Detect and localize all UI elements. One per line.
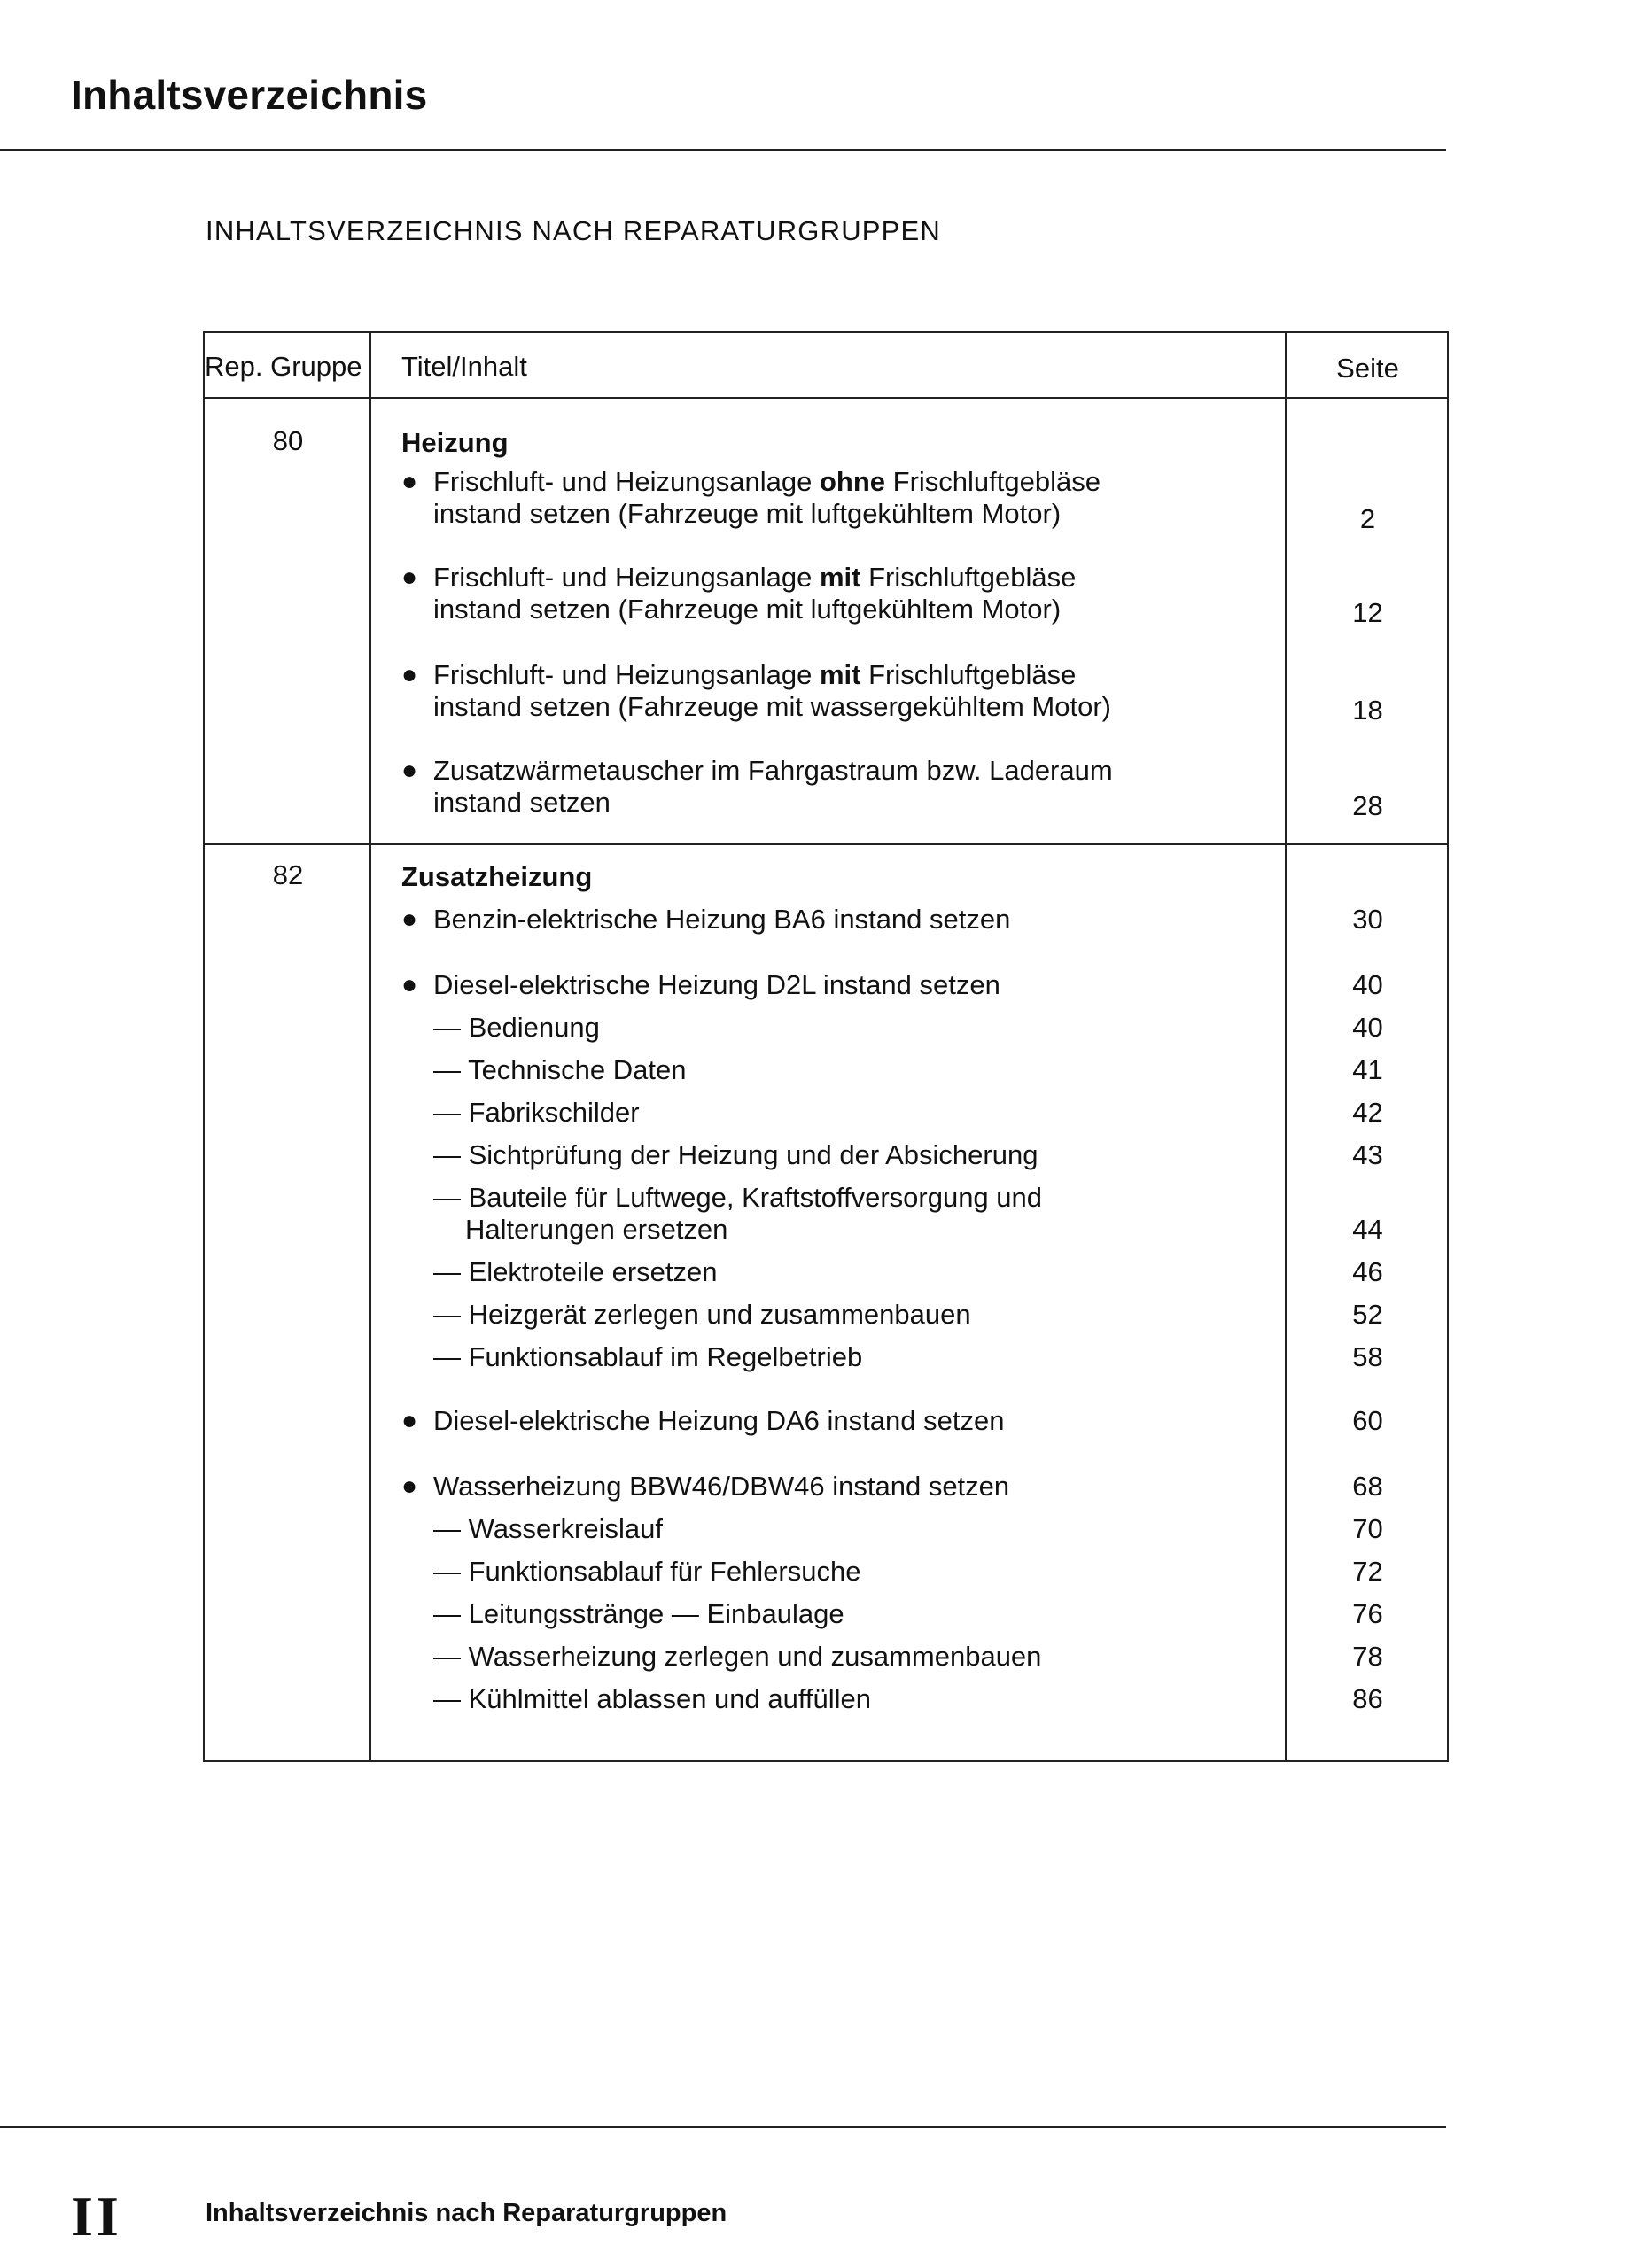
page-ref: 52 [1352, 1299, 1383, 1330]
bullet-icon: ● [401, 756, 418, 785]
page-ref: 40 [1352, 969, 1383, 1000]
group-divider [205, 843, 1447, 845]
section-subtitle: INHALTSVERZEICHNIS NACH REPARATURGRUPPEN [206, 215, 941, 246]
toc-subentry: — Funktionsablauf im Regelbetrieb [433, 1341, 863, 1372]
bullet-icon: ● [401, 563, 418, 592]
bullet-icon: ● [401, 905, 418, 934]
bottom-rule [0, 2126, 1446, 2128]
group-heading: Heizung [401, 427, 509, 458]
footer-title: Inhaltsverzeichnis nach Reparaturgruppen [206, 2199, 727, 2227]
toc-entry-line2: instand setzen (Fahrzeuge mit luftgekühltem Motor) [433, 498, 1062, 529]
group-number: 80 [272, 425, 304, 456]
toc-entry: Diesel-elektrische Heizung D2L instand setzen [433, 969, 1000, 1000]
toc-entry: Frischluft- und Heizungsanlage mit Frischluftgebläse [433, 659, 1077, 690]
toc-subentry: — Bauteile für Luftwege, Kraftstoffversorgung und [433, 1182, 1043, 1213]
toc-subentry: — Technische Daten [433, 1054, 687, 1085]
column-header-title: Titel/Inhalt [401, 351, 527, 382]
bullet-icon: ● [401, 1406, 418, 1435]
page-ref: 43 [1352, 1139, 1383, 1170]
footer-page-number: II [71, 2185, 122, 2248]
top-rule [0, 149, 1446, 151]
bullet-icon: ● [401, 660, 418, 689]
page-ref: 42 [1352, 1097, 1383, 1128]
group-heading: Zusatzheizung [401, 861, 593, 892]
toc-subentry: — Wasserheizung zerlegen und zusammenbauen [433, 1641, 1042, 1672]
toc-subentry: — Elektroteile ersetzen [433, 1256, 718, 1287]
toc-subentry: — Bedienung [433, 1012, 600, 1043]
page-title: Inhaltsverzeichnis [71, 72, 428, 118]
page-ref: 58 [1352, 1341, 1383, 1372]
page-ref: 72 [1352, 1556, 1383, 1587]
page-ref: 41 [1352, 1054, 1383, 1085]
column-header-group: Rep. Gruppe [205, 351, 362, 382]
page-ref: 2 [1359, 503, 1376, 534]
toc-subentry: — Heizgerät zerlegen und zusammenbauen [433, 1299, 971, 1330]
page-ref: 30 [1352, 904, 1383, 935]
toc-entry: Benzin-elektrische Heizung BA6 instand setzen [433, 904, 1011, 935]
page-ref: 40 [1352, 1012, 1383, 1043]
toc-entry: Diesel-elektrische Heizung DA6 instand setzen [433, 1405, 1005, 1436]
header-divider [205, 397, 1447, 399]
toc-entry-line2: instand setzen (Fahrzeuge mit luftgekühltem Motor) [433, 594, 1062, 625]
toc-entry: Wasserheizung BBW46/DBW46 instand setzen [433, 1471, 1010, 1502]
column-divider-group [369, 333, 371, 1760]
page-ref: 78 [1352, 1641, 1383, 1672]
page-ref: 68 [1352, 1471, 1383, 1502]
toc-subentry-line2: Halterungen ersetzen [465, 1214, 728, 1245]
toc-subentry: — Wasserkreislauf [433, 1513, 663, 1544]
toc-entry-line2: instand setzen (Fahrzeuge mit wassergekühltem Motor) [433, 691, 1111, 722]
toc-subentry: — Leitungsstränge — Einbaulage [433, 1598, 844, 1629]
page-ref: 76 [1352, 1598, 1383, 1629]
column-divider-page [1285, 333, 1287, 1760]
page-ref: 18 [1352, 695, 1383, 726]
page-ref: 44 [1352, 1214, 1383, 1245]
bullet-icon: ● [401, 467, 418, 496]
page-ref: 70 [1352, 1513, 1383, 1544]
toc-subentry: — Sichtprüfung der Heizung und der Absicherung [433, 1139, 1038, 1170]
toc-entry: Zusatzwärmetauscher im Fahrgastraum bzw. Laderaum [433, 755, 1113, 786]
group-number: 82 [272, 859, 304, 890]
toc-entry: Frischluft- und Heizungsanlage mit Frischluftgebläse [433, 562, 1077, 593]
toc-entry-line2: instand setzen [433, 787, 611, 818]
page-ref: 46 [1352, 1256, 1383, 1287]
page-ref: 12 [1352, 597, 1383, 628]
toc-subentry: — Fabrikschilder [433, 1097, 640, 1128]
bullet-icon: ● [401, 970, 418, 999]
toc-table [203, 331, 1449, 1762]
bullet-icon: ● [401, 1472, 418, 1501]
column-header-page: Seite [1336, 353, 1399, 384]
toc-entry: Frischluft- und Heizungsanlage ohne Frischluftgebläse [433, 466, 1101, 497]
toc-subentry: — Funktionsablauf für Fehlersuche [433, 1556, 861, 1587]
page-ref: 86 [1352, 1683, 1383, 1714]
toc-subentry: — Kühlmittel ablassen und auffüllen [433, 1683, 872, 1714]
page-ref: 28 [1352, 790, 1383, 821]
page-ref: 60 [1352, 1405, 1383, 1436]
